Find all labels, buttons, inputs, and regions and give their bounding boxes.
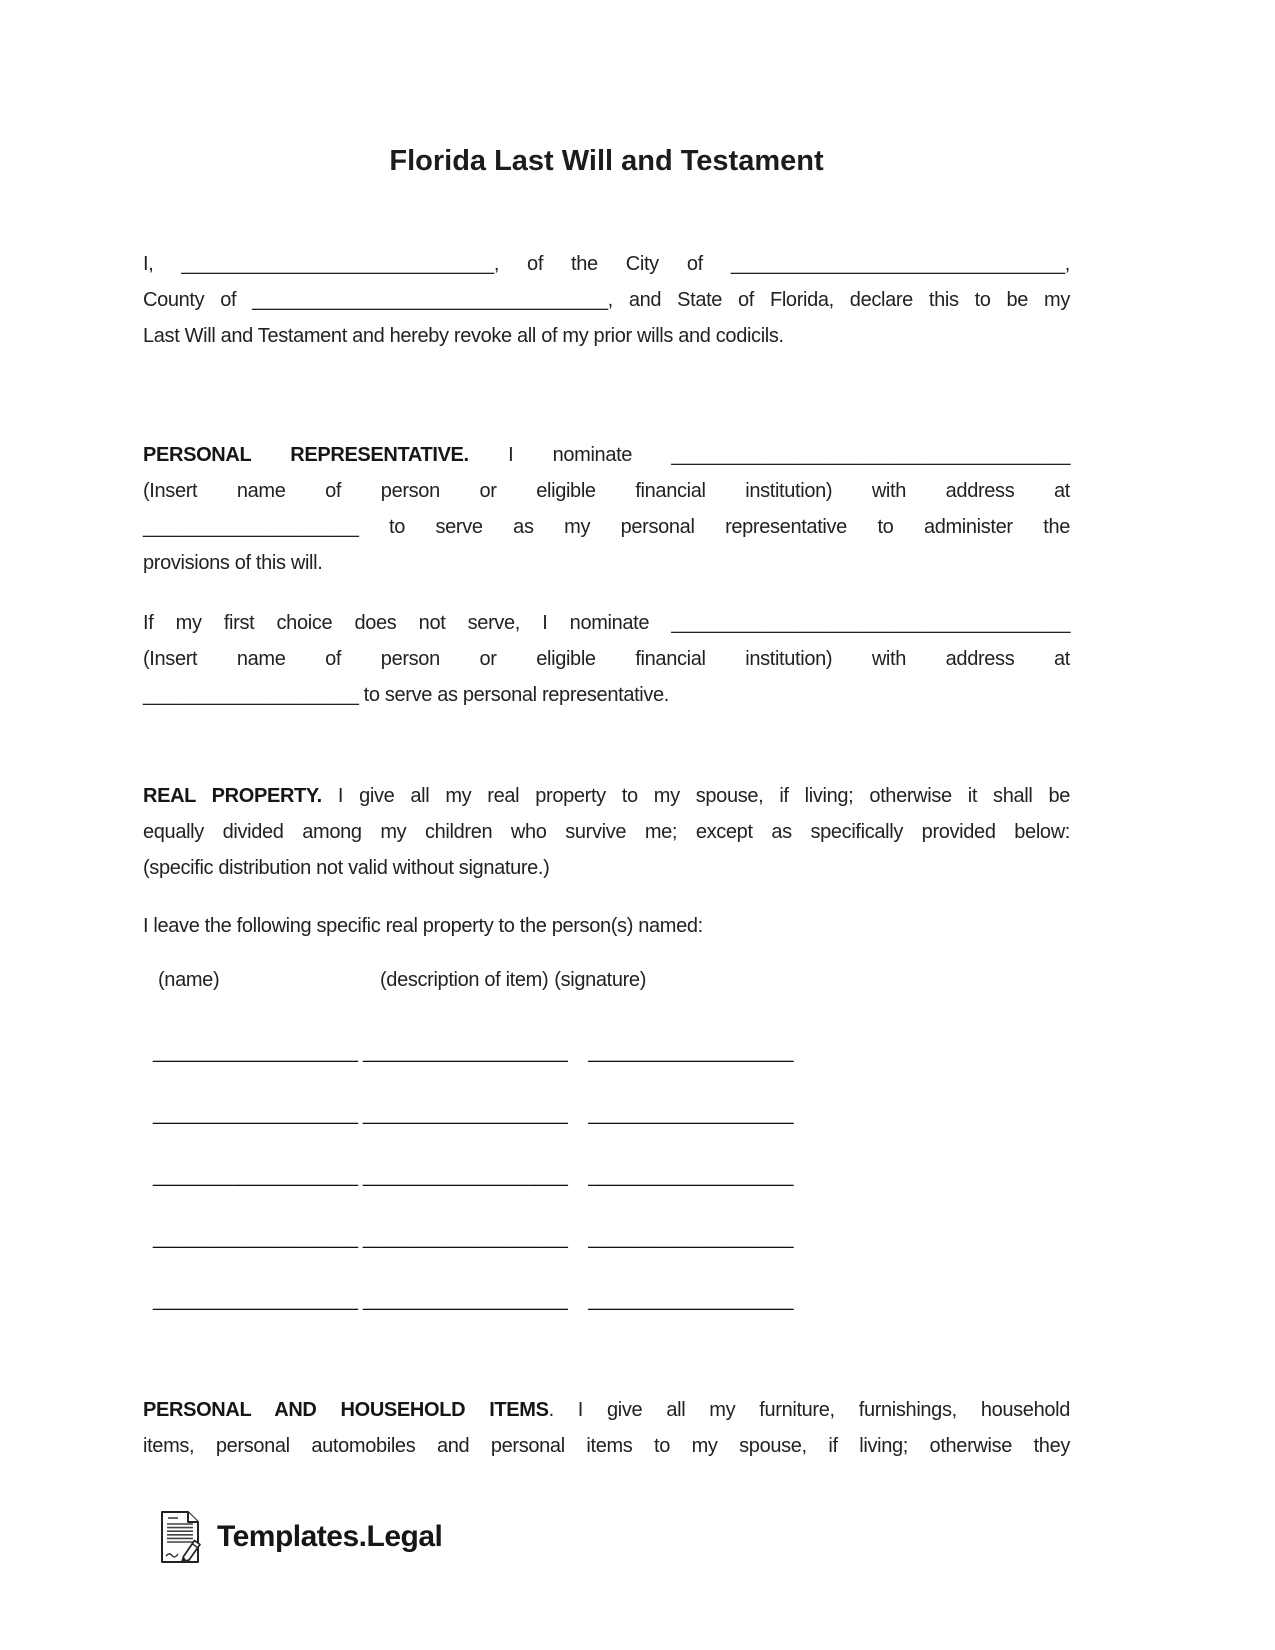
document-title: Florida Last Will and Testament bbox=[389, 145, 824, 177]
real-property-line-3: (specific distribution not valid without signature.) bbox=[143, 857, 550, 879]
personal-household-line-1-text: . I give all my furniture, furnishings, household bbox=[548, 1399, 1070, 1421]
alternate-representative-line-1: If my first choice does not serve, I nominate _____________________________________ bbox=[143, 612, 1070, 634]
intro-line-1: I, _____________________________, of the City of _______________________________, bbox=[143, 253, 1070, 275]
templates-legal-wordmark: Templates.Legal bbox=[217, 1520, 443, 1553]
property-table-rows bbox=[143, 1034, 1080, 1344]
property-table-header-row bbox=[158, 962, 1085, 998]
personal-representative-line-3: ____________________ to serve as my personal representative to administer the bbox=[143, 516, 1070, 538]
personal-household-line-2: items, personal automobiles and personal items to my spouse, if living; otherwise they bbox=[143, 1435, 1070, 1457]
table-row: ___________________ ___________________ ___________________ bbox=[153, 1041, 794, 1063]
real-property-line-1 bbox=[143, 778, 1070, 814]
alternate-representative-line-3: ____________________ to serve as personal representative. bbox=[143, 684, 670, 706]
alternate-representative-paragraph bbox=[143, 605, 1070, 713]
real-property-heading: REAL PROPERTY. bbox=[143, 785, 322, 807]
personal-representative-heading: PERSONAL REPRESENTATIVE. bbox=[143, 444, 469, 466]
personal-representative-line-1 bbox=[143, 437, 1070, 473]
intro-paragraph bbox=[143, 246, 1070, 354]
real-property-line-2: equally divided among my children who survive me; except as specifically provided below: bbox=[143, 821, 1070, 843]
personal-household-heading: PERSONAL AND HOUSEHOLD ITEMS bbox=[143, 1399, 549, 1421]
table-row: ___________________ ___________________ ___________________ bbox=[153, 1103, 794, 1125]
personal-representative-line-2: (Insert name of person or eligible financial institution) with address at bbox=[143, 480, 1070, 502]
alternate-representative-line-2: (Insert name of person or eligible financial institution) with address at bbox=[143, 648, 1070, 670]
table-row: ___________________ ___________________ ___________________ bbox=[153, 1165, 794, 1187]
leave-property-line bbox=[143, 908, 1070, 944]
property-table-header bbox=[143, 962, 1085, 998]
templates-legal-logo bbox=[156, 1508, 442, 1566]
personal-household-paragraph bbox=[143, 1392, 1070, 1464]
column-header-name: (name) bbox=[158, 969, 220, 991]
table-row: ___________________ ___________________ ___________________ bbox=[153, 1227, 794, 1249]
personal-household-line-1 bbox=[143, 1392, 1070, 1428]
column-header-description: (description of item) bbox=[380, 969, 549, 991]
document-pencil-icon bbox=[156, 1509, 204, 1565]
intro-line-3: Last Will and Testament and hereby revoke all of my prior wills and codicils. bbox=[143, 325, 784, 347]
table-row: ___________________ ___________________ ___________________ bbox=[153, 1289, 794, 1311]
document-content bbox=[143, 0, 1070, 1650]
column-header-signature: (signature) bbox=[554, 969, 647, 991]
personal-representative-line-1-text: I nominate _____________________________________ bbox=[468, 444, 1070, 466]
leave-property-text: I leave the following specific real property to the person(s) named: bbox=[143, 915, 703, 937]
personal-representative-paragraph bbox=[143, 437, 1070, 581]
real-property-line-1-text: I give all my real property to my spouse, if living; otherwise it shall be bbox=[321, 785, 1070, 807]
intro-line-2: County of _________________________________, and State of Florida, declare this to be my bbox=[143, 289, 1070, 311]
real-property-paragraph bbox=[143, 778, 1070, 886]
personal-representative-line-4: provisions of this will. bbox=[143, 552, 323, 574]
